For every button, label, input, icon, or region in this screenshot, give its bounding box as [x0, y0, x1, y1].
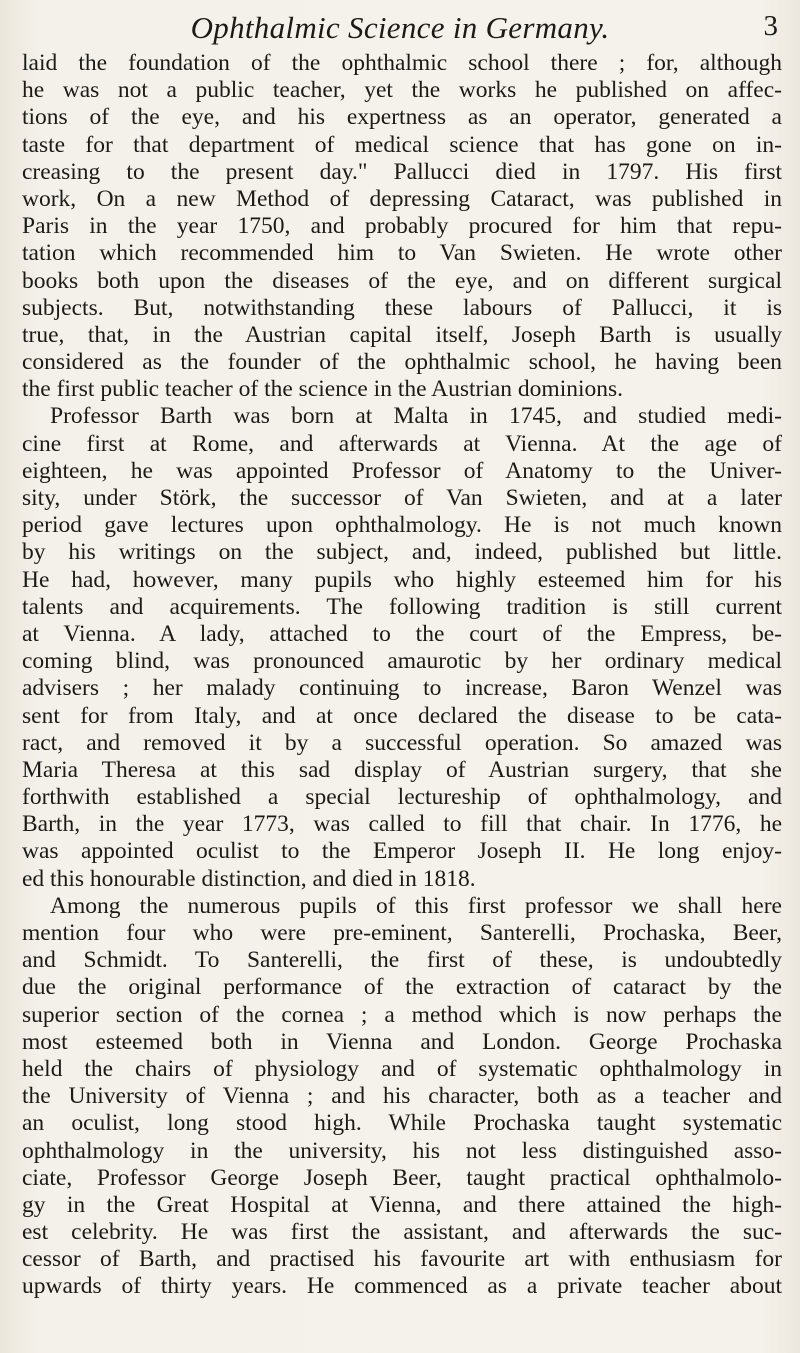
text-line: laid the foundation of the ophthalmic school there ; for, although	[22, 50, 782, 76]
text-line: most esteemed both in Vienna and London. George Prochaska	[22, 1028, 782, 1055]
text-line: the University of Vienna ; and his character, both as a teacher and	[22, 1083, 782, 1110]
text-line: ed this honourable distinction, and died in 1818.	[22, 865, 476, 892]
text-line: coming blind, was pronounced amaurotic by her ordinary medical	[22, 648, 782, 675]
text-line: Professor Barth was born at Malta in 1745, and studied medi-	[50, 403, 782, 430]
text-line: forthwith established a special lectureship of ophthalmology, and	[22, 784, 782, 811]
text-line: the first public teacher of the science in the Austrian dominions.	[22, 376, 624, 403]
text-line: period gave lectures upon ophthalmology. He is not much known	[22, 512, 782, 539]
text-line: held the chairs of physiology and of systematic ophthalmology in	[22, 1055, 782, 1082]
text-line: books both upon the diseases of the eye, and on different surgical	[22, 267, 782, 294]
text-line: an oculist, long stood high. While Prochaska taught systematic	[22, 1110, 782, 1137]
text-line: sent for from Italy, and at once declared the disease to be cata-	[22, 702, 782, 729]
text-line: tions of the eye, and his expertness as an operator, generated a	[22, 104, 782, 131]
text-line: creasing to the present day." Pallucci died in 1797. His first	[22, 158, 782, 185]
text-line: due the original performance of the extraction of cataract by the	[22, 974, 782, 1001]
text-line: cessor of Barth, and practised his favourite art with enthusiasm for	[22, 1246, 782, 1273]
text-line: mention four who were pre-eminent, Santerelli, Prochaska, Beer,	[22, 920, 782, 946]
text-line: gy in the Great Hospital at Vienna, and there attained the high-	[22, 1191, 782, 1218]
page-header	[0, 4, 800, 48]
text-line: eighteen, he was appointed Professor of Anatomy to the Univer-	[22, 457, 782, 484]
text-line: ract, and removed it by a successful operation. So amazed was	[22, 729, 782, 756]
text-line: ophthalmology in the university, his not less distinguished asso-	[22, 1137, 782, 1164]
text-line: talents and acquirements. The following tradition is still current	[22, 593, 782, 620]
running-title: Ophthalmic Science in Germany.	[190, 10, 610, 45]
text-line: cine first at Rome, and afterwards at Vienna. At the age of	[22, 430, 782, 457]
text-line: he was not a public teacher, yet the works he published on affec-	[22, 77, 782, 104]
text-line: superior section of the cornea ; a method which is now perhaps the	[22, 1001, 782, 1028]
text-line: true, that, in the Austrian capital itself, Joseph Barth is usually	[22, 321, 782, 348]
text-line: by his writings on the subject, and, indeed, published but little.	[22, 539, 782, 566]
text-line: He had, however, many pupils who highly esteemed him for his	[22, 566, 782, 593]
text-line: est celebrity. He was first the assistant, and afterwards the suc-	[22, 1219, 782, 1246]
text-line: and Schmidt. To Santerelli, the first of these, is undoubtedly	[22, 947, 782, 974]
text-line: subjects. But, notwithstanding these labours of Pallucci, it is	[22, 294, 782, 321]
text-line: Paris in the year 1750, and probably procured for him that repu-	[22, 213, 782, 240]
text-line: upwards of thirty years. He commenced as a private teacher about	[22, 1273, 782, 1300]
text-line: sity, under Störk, the successor of Van Swieten, and at a later	[22, 485, 782, 511]
text-line: was appointed oculist to the Emperor Joseph II. He long enjoy-	[22, 838, 782, 865]
text-line: advisers ; her malady continuing to increase, Baron Wenzel was	[22, 675, 782, 702]
text-line: tation which recommended him to Van Swieten. He wrote other	[22, 240, 782, 267]
text-line: Barth, in the year 1773, was called to fill that chair. In 1776, he	[22, 811, 782, 838]
text-line: considered as the founder of the ophthalmic school, he having been	[22, 349, 782, 376]
text-line: ciate, Professor George Joseph Beer, taught practical ophthalmolo-	[22, 1164, 782, 1191]
body-text	[22, 50, 782, 1301]
page-number: 3	[763, 10, 778, 42]
text-line: Among the numerous pupils of this first professor we shall here	[50, 892, 782, 919]
text-line: Maria Theresa at this sad display of Austrian surgery, that she	[22, 756, 782, 783]
text-line: taste for that department of medical science that has gone on in-	[22, 131, 782, 158]
text-line: work, On a new Method of depressing Cataract, was published in	[22, 185, 782, 212]
text-line: at Vienna. A lady, attached to the court of the Empress, be-	[22, 620, 782, 647]
